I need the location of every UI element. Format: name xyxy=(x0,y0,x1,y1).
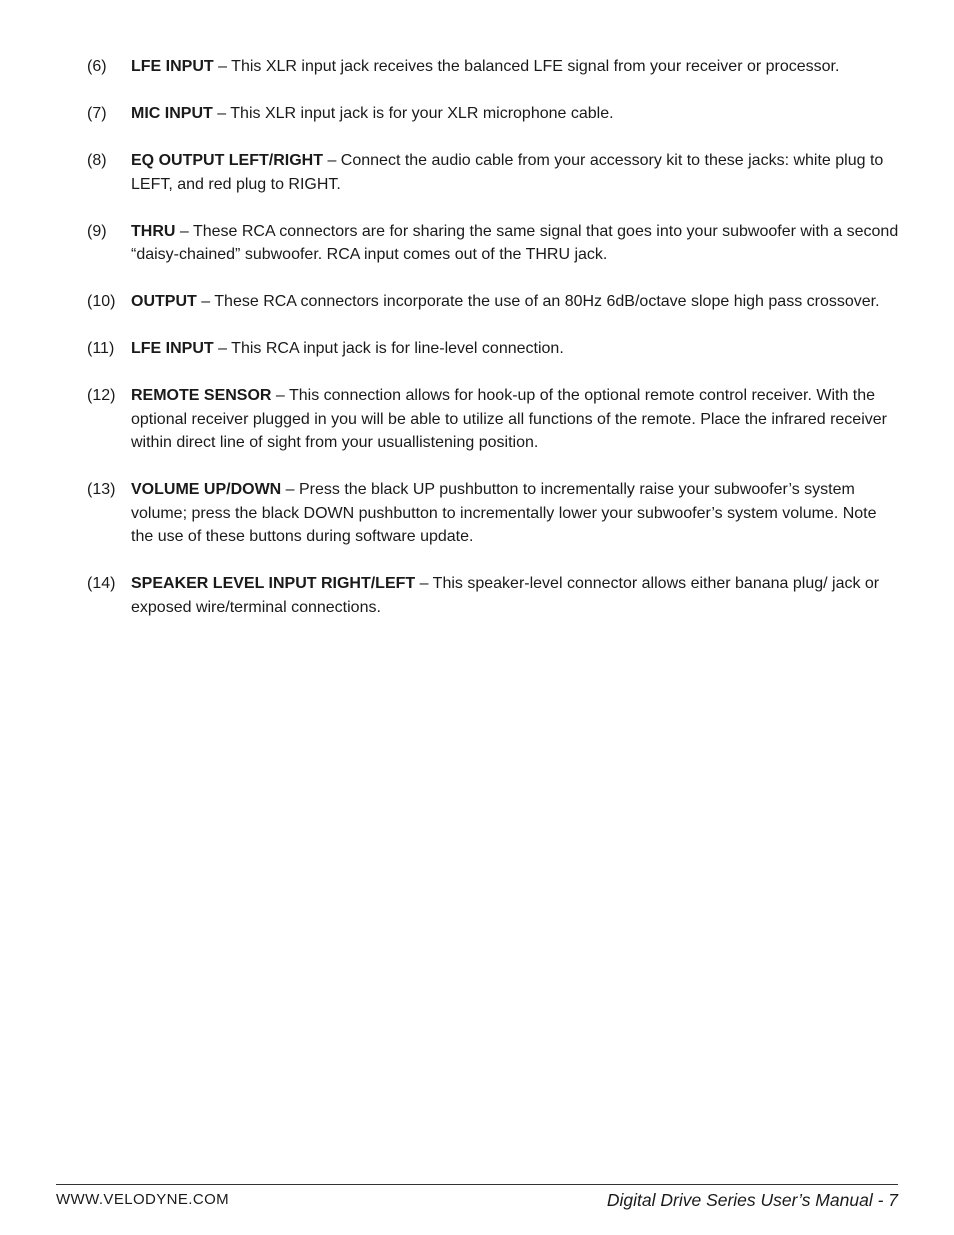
item-body: – Press the black UP pushbutton to incrementally raise your subwoofer’s system volume; press the black DOWN pushbutton to incrementally lower your subwoofer’s system volume. Note the use of these buttons during software update. xyxy=(131,481,877,545)
item-number: (12) xyxy=(87,387,116,404)
item-body: – This speaker-level connector allows either banana plug/ jack or exposed wire/terminal connections. xyxy=(131,575,880,616)
item-term: LFE INPUT xyxy=(131,340,214,357)
item-body: – These RCA connectors incorporate the use of an 80Hz 6dB/octave slope high pass crossover. xyxy=(196,293,880,310)
item-term: LFE INPUT xyxy=(131,58,214,75)
footer-divider xyxy=(56,1184,898,1185)
item-number: (14) xyxy=(87,575,116,592)
list-item-14 xyxy=(87,572,902,619)
item-description xyxy=(131,220,902,267)
item-term: OUTPUT xyxy=(131,293,197,310)
item-description xyxy=(131,384,902,455)
item-body: – This RCA input jack is for line-level connection. xyxy=(213,340,564,357)
list-item-10 xyxy=(87,290,902,314)
item-description xyxy=(131,290,902,314)
list-item-6 xyxy=(87,55,902,79)
item-term: THRU xyxy=(131,222,176,240)
item-number: (13) xyxy=(87,481,116,498)
item-number: (8) xyxy=(87,152,107,169)
item-term: MIC INPUT xyxy=(131,105,213,122)
item-body: – This XLR input jack is for your XLR microphone cable. xyxy=(212,105,614,122)
item-description xyxy=(131,55,902,79)
item-number: (11) xyxy=(87,340,115,357)
item-description xyxy=(131,337,902,361)
item-number: (6) xyxy=(87,58,107,75)
list-item-13 xyxy=(87,478,902,549)
item-description xyxy=(131,102,902,126)
item-description xyxy=(131,572,902,619)
list-item-12 xyxy=(87,384,902,455)
item-body: – This connection allows for hook-up of the optional remote control receiver. With the optional receiver plugged in you will be able to utilize all functions of the remote. Place the infrared receiver within direct line of sight from your usuallistening position. xyxy=(131,387,887,451)
item-term: EQ OUTPUT LEFT/RIGHT xyxy=(131,152,323,169)
item-term: REMOTE SENSOR xyxy=(131,387,272,404)
footer-manual-title: Digital Drive Series User’s Manual - 7 xyxy=(606,1190,898,1210)
list-item-9 xyxy=(87,220,902,267)
item-number: (10) xyxy=(87,293,116,310)
item-body: – Connect the audio cable from your accessory kit to these jacks: white plug to LEFT, and red plug to RIGHT. xyxy=(131,152,884,193)
item-number: (7) xyxy=(87,105,107,122)
item-description xyxy=(131,478,902,549)
item-body: – These RCA connectors are for sharing the same signal that goes into your subwoofer with a second “daisy-chained” subwoofer. RCA input comes out of the THRU jack. xyxy=(131,222,899,263)
footer-website-url: WWW.VELODYNE.COM xyxy=(56,1191,230,1208)
connection-description-list xyxy=(87,55,902,643)
item-term: VOLUME UP/DOWN xyxy=(131,481,282,498)
item-description xyxy=(131,149,902,196)
list-item-7 xyxy=(87,102,902,126)
list-item-8 xyxy=(87,149,902,196)
item-term: SPEAKER LEVEL INPUT RIGHT/LEFT xyxy=(131,575,416,592)
item-number: (9) xyxy=(87,222,107,240)
list-item-11 xyxy=(87,337,902,361)
item-body: – This XLR input jack receives the balanced LFE signal from your receiver or processor. xyxy=(213,58,840,75)
